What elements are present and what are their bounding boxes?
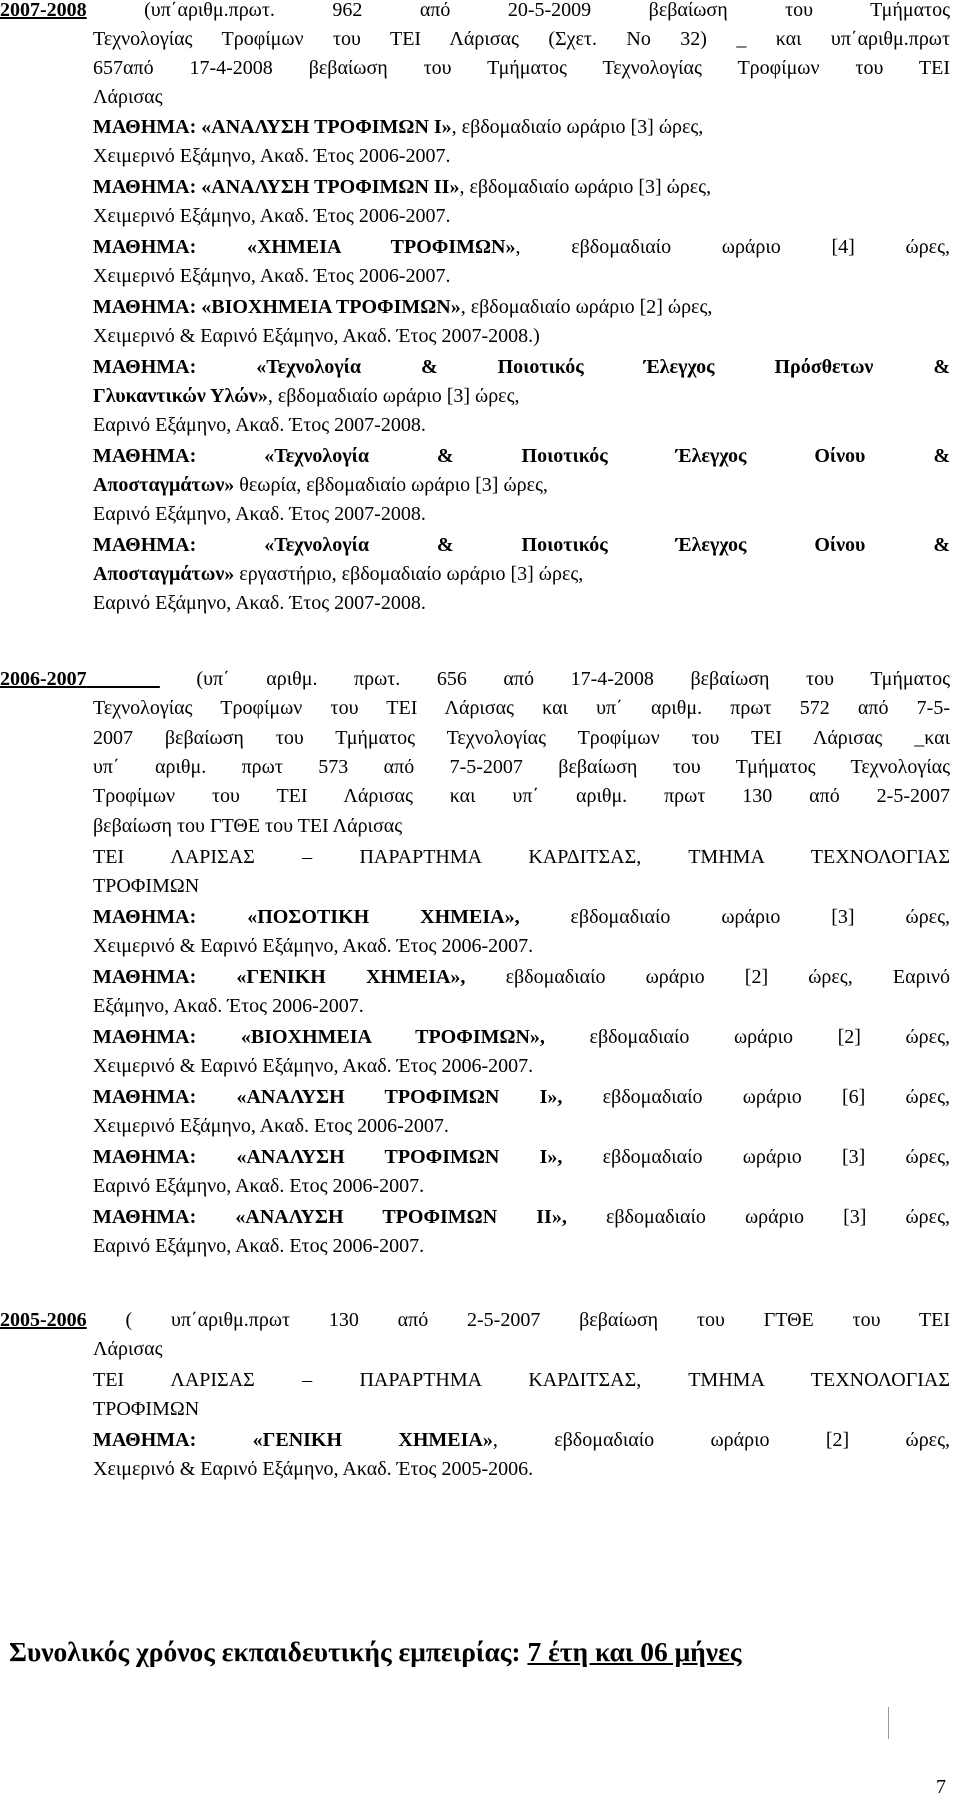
year-2006-2007-line-6: βεβαίωση του ΓΤΘΕ του ΤΕΙ Λάρισας	[93, 815, 403, 837]
course-term: Εαρινό Εξάμηνο, Ακαδ. Έτος 2007-2008.	[93, 414, 426, 436]
total-value: 7 έτη και 06 μήνες	[527, 1636, 742, 1667]
institution-line: ΤΡΟΦΙΜΩΝ	[93, 1398, 200, 1420]
course-term: Εαρινό Εξάμηνο, Ακαδ. Ετος 2006-2007.	[93, 1175, 425, 1197]
course-line: ΜΑΘΗΜΑ: «ΠΟΣΟΤΙΚΗ ΧΗΜΕΙΑ», εβδομαδιαίο ωράριο [3] ώρες,	[93, 906, 950, 928]
course-line: Αποσταγμάτων» εργαστήριο, εβδομαδιαίο ωράριο [3] ώρες,	[93, 563, 584, 585]
course-term: Χειμερινό Εξάμηνο, Ακαδ. Ετος 2006-2007.	[93, 1115, 449, 1137]
course-line: ΜΑΘΗΜΑ: «ΑΝΑΛΥΣΗ ΤΡΟΦΙΜΩΝ Ι», εβδομαδιαίο ωράριο [3] ώρες,	[93, 1146, 951, 1168]
course-line: ΜΑΘΗΜΑ: «ΧΗΜΕΙΑ ΤΡΟΦΙΜΩΝ», εβδομαδιαίο ωράριο [4] ώρες,	[93, 236, 950, 258]
course-line: ΜΑΘΗΜΑ: «ΑΝΑΛΥΣΗ ΤΡΟΦΙΜΩΝ ΙΙ», εβδομαδιαίο ωράριο [3] ώρες,	[93, 176, 712, 198]
course-term: Χειμερινό Εξάμηνο, Ακαδ. Έτος 2006-2007.	[93, 265, 451, 287]
course-line: ΜΑΘΗΜΑ: «ΓΕΝΙΚΗ ΧΗΜΕΙΑ», εβδομαδιαίο ωράριο [2] ώρες,	[93, 1429, 950, 1451]
course-line: ΜΑΘΗΜΑ: «Τεχνολογία & Ποιοτικός Έλεγχος Οίνου &	[93, 445, 950, 467]
course-term: Εαρινό Εξάμηνο, Ακαδ. Έτος 2007-2008.	[93, 592, 426, 614]
period-2005-2006: 2005-2006	[0, 1309, 87, 1331]
institution-line: ΤΕΙ ΛΑΡΙΣΑΣ – ΠΑΡΑΡΤΗΜΑ ΚΑΡΔΙΤΣΑΣ, ΤΜΗΜΑ ΤΕΧΝΟΛΟΓΙΑΣ	[93, 846, 950, 868]
course-line: ΜΑΘΗΜΑ: «Τεχνολογία & Ποιοτικός Έλεγχος Πρόσθετων &	[93, 356, 950, 378]
course-line: ΜΑΘΗΜΑ: «ΒΙΟΧΗΜΕΙΑ ΤΡΟΦΙΜΩΝ», εβδομαδιαίο ωράριο [2] ώρες,	[93, 1026, 950, 1048]
course-line: ΜΑΘΗΜΑ: «ΑΝΑΛΥΣΗ ΤΡΟΦΙΜΩΝ Ι», εβδομαδιαίο ωράριο [3] ώρες,	[93, 116, 704, 138]
year-2006-2007-line-4: υπ΄ αριθμ. πρωτ 573 από 7-5-2007 βεβαίωση του Τμήματος Τεχνολογίας	[93, 756, 950, 778]
course-term: Χειμερινό & Εαρινό Εξάμηνο, Ακαδ. Έτος 2006-2007.	[93, 935, 534, 957]
total-teaching-experience	[9, 1635, 741, 1669]
year-2005-2006-line-1: 2005-2006 ( υπ΄αριθμ.πρωτ 130 από 2-5-2007 βεβαίωση του ΓΤΘΕ του ΤΕΙ	[0, 1309, 951, 1331]
year-2007-2008-line-1: 2007-2008 (υπ΄αριθμ.πρωτ. 962 από 20-5-2009 βεβαίωση του Τμήματος	[0, 0, 950, 21]
year-2006-2007-line-5: Τροφίμων του ΤΕΙ Λάρισας και υπ΄ αριθμ. πρωτ 130 από 2-5-2007	[93, 785, 950, 807]
course-term: Χειμερινό & Εαρινό Εξάμηνο, Ακαδ. Έτος 2007-2008.)	[93, 325, 540, 347]
course-term: Χειμερινό & Εαρινό Εξάμηνο, Ακαδ. Έτος 2006-2007.	[93, 1055, 534, 1077]
year-2007-2008-line-4: Λάρισας	[93, 86, 163, 108]
course-term: Εαρινό Εξάμηνο, Ακαδ. Έτος 2007-2008.	[93, 503, 426, 525]
course-term: Χειμερινό Εξάμηνο, Ακαδ. Έτος 2006-2007.	[93, 145, 451, 167]
period-2006-2007: 2006-2007	[0, 668, 87, 690]
year-2007-2008-line-2: Τεχνολογίας Τροφίμων του ΤΕΙ Λάρισας (Σχετ. Νο 32) _ και υπ΄αριθμ.πρωτ	[93, 28, 950, 50]
institution-line: ΤΡΟΦΙΜΩΝ	[93, 875, 200, 897]
course-line: ΜΑΘΗΜΑ: «ΒΙΟΧΗΜΕΙΑ ΤΡΟΦΙΜΩΝ», εβδομαδιαίο ωράριο [2] ώρες,	[93, 296, 713, 318]
page-number: 7	[936, 1776, 946, 1798]
year-2007-2008-line-3: 657από 17-4-2008 βεβαίωση του Τμήματος Τεχνολογίας Τροφίμων του ΤΕΙ	[93, 57, 950, 79]
course-term: Εαρινό Εξάμηνο, Ακαδ. Ετος 2006-2007.	[93, 1235, 425, 1257]
total-label: Συνολικός χρόνος εκπαιδευτικής εμπειρίας:	[9, 1636, 521, 1667]
period-2007-2008: 2007-2008	[0, 0, 87, 21]
course-line: ΜΑΘΗΜΑ: «ΑΝΑΛΥΣΗ ΤΡΟΦΙΜΩΝ Ι», εβδομαδιαίο ωράριο [6] ώρες,	[93, 1086, 951, 1108]
course-term: Χειμερινό & Εαρινό Εξάμηνο, Ακαδ. Έτος 2005-2006.	[93, 1458, 534, 1480]
course-line: ΜΑΘΗΜΑ: «ΑΝΑΛΥΣΗ ΤΡΟΦΙΜΩΝ ΙΙ», εβδομαδιαίο ωράριο [3] ώρες,	[93, 1206, 950, 1228]
year-2006-2007-line-1: 2006-2007 (υπ΄ αριθμ. πρωτ. 656 από 17-4-2008 βεβαίωση του Τμήματος	[0, 668, 951, 690]
page-margin-mark	[888, 1707, 889, 1739]
year-2006-2007-line-2: Τεχνολογίας Τροφίμων του ΤΕΙ Λάρισας και υπ΄ αριθμ. πρωτ 572 από 7-5-	[93, 697, 950, 719]
year-2006-2007-line-3: 2007 βεβαίωση του Τμήματος Τεχνολογίας Τροφίμων του ΤΕΙ Λάρισας _και	[93, 727, 950, 749]
course-line: Αποσταγμάτων» θεωρία, εβδομαδιαίο ωράριο [3] ώρες,	[93, 474, 548, 496]
course-line: ΜΑΘΗΜΑ: «ΓΕΝΙΚΗ ΧΗΜΕΙΑ», εβδομαδιαίο ωράριο [2] ώρες, Εαρινό	[93, 966, 950, 988]
course-term: Χειμερινό Εξάμηνο, Ακαδ. Έτος 2006-2007.	[93, 205, 451, 227]
institution-line: ΤΕΙ ΛΑΡΙΣΑΣ – ΠΑΡΑΡΤΗΜΑ ΚΑΡΔΙΤΣΑΣ, ΤΜΗΜΑ ΤΕΧΝΟΛΟΓΙΑΣ	[93, 1369, 950, 1391]
course-line: ΜΑΘΗΜΑ: «Τεχνολογία & Ποιοτικός Έλεγχος Οίνου &	[93, 534, 950, 556]
course-line: Γλυκαντικών Υλών», εβδομαδιαίο ωράριο [3] ώρες,	[93, 385, 520, 407]
course-term: Εξάμηνο, Ακαδ. Έτος 2006-2007.	[93, 995, 364, 1017]
year-2005-2006-line-2: Λάρισας	[93, 1338, 163, 1360]
